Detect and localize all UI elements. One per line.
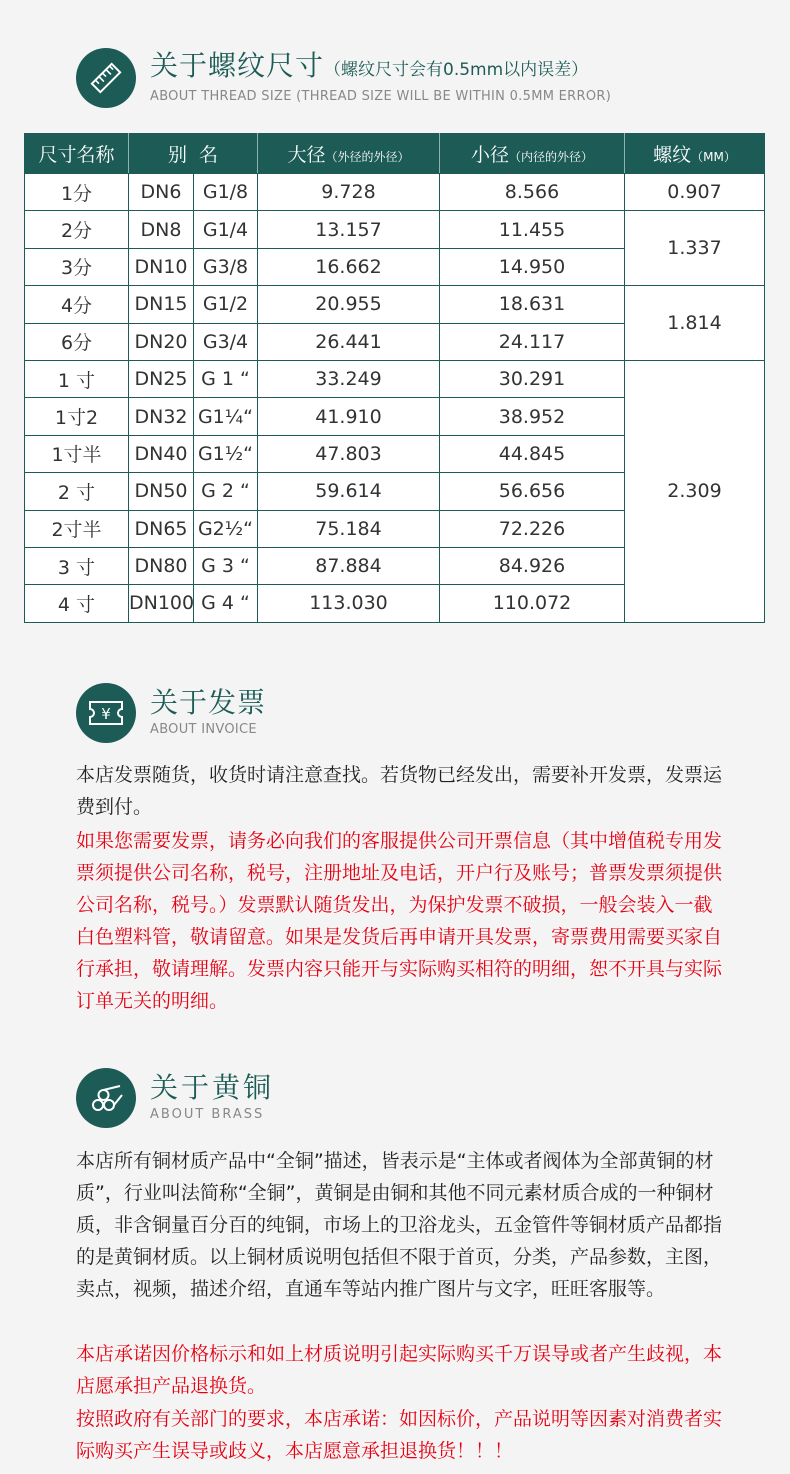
invoice-paragraph: 本店发票随货，收货时请注意查找。若货物已经发出，需要补开发票，发票运费到付。 xyxy=(76,764,723,818)
cell-minor: 8.566 xyxy=(440,174,625,211)
brass-section-subtitle: ABOUT BRASS xyxy=(150,1107,265,1122)
cell-major: 16.662 xyxy=(258,248,440,285)
header-major: 大径（外径的外径） xyxy=(258,134,440,174)
cell-size: 1寸半 xyxy=(25,435,129,472)
cell-size: 3 寸 xyxy=(25,547,129,584)
brass-section-header xyxy=(76,1068,274,1128)
cell-size: 4分 xyxy=(25,286,129,323)
thread-section-header xyxy=(76,48,611,108)
table-header-row xyxy=(25,134,765,174)
brass-paragraph: 本店所有铜材质产品中“全铜”描述，皆表示是“主体或者阀体为全部黄铜的材质”，行业叫法简称“全铜”，黄铜是由铜和其他不同元素材质合成的一种铜材质，非含铜量百分百的纯铜，市场上的卫浴龙头，五金管件等铜材质产品都指的是黄铜材质。以上铜材质说明包括但不限于首页，分类，产品参数，主图，卖点，视频，描述介绍，直通车等站内推广图片与文字，旺旺客服等。 xyxy=(76,1150,723,1300)
cell-dn: DN32 xyxy=(129,398,194,435)
cell-dn: DN65 xyxy=(129,510,194,547)
cell-major: 26.441 xyxy=(258,323,440,360)
svg-text:¥: ¥ xyxy=(101,705,111,723)
cell-major: 47.803 xyxy=(258,435,440,472)
cell-dn: DN80 xyxy=(129,547,194,584)
cell-g: G1½“ xyxy=(194,435,258,472)
cell-minor: 84.926 xyxy=(440,547,625,584)
cell-g: G3/4 xyxy=(194,323,258,360)
cell-dn: DN10 xyxy=(129,248,194,285)
invoice-section-subtitle: ABOUT INVOICE xyxy=(150,722,257,737)
cell-dn: DN50 xyxy=(129,473,194,510)
header-alias: 别 名 xyxy=(129,134,258,174)
cell-size: 1寸2 xyxy=(25,398,129,435)
cell-g: G 1 “ xyxy=(194,360,258,397)
cell-major: 113.030 xyxy=(258,585,440,622)
cell-dn: DN6 xyxy=(129,174,194,211)
cell-dn: DN100 xyxy=(129,585,194,622)
invoice-section-title: 关于发票 xyxy=(150,686,267,719)
cell-g: G3/8 xyxy=(194,248,258,285)
brass-warning-paragraph-1: 本店承诺因价格标示和如上材质说明引起实际购买千万误导或者产生歧视，本店愿承担产品退换货。 xyxy=(76,1343,723,1397)
cell-minor: 11.455 xyxy=(440,211,625,248)
cell-major: 20.955 xyxy=(258,286,440,323)
invoice-section-header xyxy=(76,683,266,743)
cell-minor: 110.072 xyxy=(440,585,625,622)
header-minor: 小径（内径的外径） xyxy=(440,134,625,174)
cell-size: 1 寸 xyxy=(25,360,129,397)
thread-section-note: （螺纹尺寸会有0.5mm以内误差） xyxy=(324,60,589,80)
cell-size: 1分 xyxy=(25,174,129,211)
cell-size: 2分 xyxy=(25,211,129,248)
cell-dn: DN25 xyxy=(129,360,194,397)
cell-g: G1/2 xyxy=(194,286,258,323)
cell-g: G 4 “ xyxy=(194,585,258,622)
cell-size: 3分 xyxy=(25,248,129,285)
thread-section-title: 关于螺纹尺寸（螺纹尺寸会有0.5mm以内误差） xyxy=(150,49,589,82)
cell-minor: 56.656 xyxy=(440,473,625,510)
cell-dn: DN15 xyxy=(129,286,194,323)
cell-major: 9.728 xyxy=(258,174,440,211)
cell-minor: 14.950 xyxy=(440,248,625,285)
cell-pitch: 1.814 xyxy=(625,286,765,361)
cell-minor: 24.117 xyxy=(440,323,625,360)
cell-major: 13.157 xyxy=(258,211,440,248)
cell-g: G 3 “ xyxy=(194,547,258,584)
cell-minor: 30.291 xyxy=(440,360,625,397)
thread-section-subtitle: ABOUT THREAD SIZE (THREAD SIZE WILL BE WITHIN 0.5MM ERROR) xyxy=(150,89,612,104)
cell-g: G1¼“ xyxy=(194,398,258,435)
header-pitch: 螺纹（MM） xyxy=(625,134,765,174)
header-size-name: 尺寸名称 xyxy=(25,134,129,174)
cell-g: G1/8 xyxy=(194,174,258,211)
cell-g: G2½“ xyxy=(194,510,258,547)
cell-minor: 72.226 xyxy=(440,510,625,547)
pipes-icon xyxy=(76,1068,136,1128)
cell-minor: 18.631 xyxy=(440,286,625,323)
cell-pitch: 0.907 xyxy=(625,174,765,211)
cell-size: 2寸半 xyxy=(25,510,129,547)
thread-size-table xyxy=(24,133,765,623)
table-row xyxy=(25,211,765,248)
cell-g: G1/4 xyxy=(194,211,258,248)
cell-major: 33.249 xyxy=(258,360,440,397)
table-row xyxy=(25,360,765,397)
cell-dn: DN8 xyxy=(129,211,194,248)
cell-g: G 2 “ xyxy=(194,473,258,510)
cell-major: 41.910 xyxy=(258,398,440,435)
table-row xyxy=(25,286,765,323)
cell-size: 2 寸 xyxy=(25,473,129,510)
cell-major: 75.184 xyxy=(258,510,440,547)
cell-size: 4 寸 xyxy=(25,585,129,622)
cell-major: 87.884 xyxy=(258,547,440,584)
cell-pitch: 1.337 xyxy=(625,211,765,286)
cell-minor: 38.952 xyxy=(440,398,625,435)
cell-size: 6分 xyxy=(25,323,129,360)
invoice-warning-paragraph: 如果您需要发票，请务必向我们的客服提供公司开票信息（其中增值税专用发票须提供公司名称，税号，注册地址及电话，开户行及账号；普票发票须提供公司名称，税号。）发票默认随货发出，为保护发票不破损，一般会装入一截白色塑料管，敬请留意。如果是发货后再申请开具发票，寄票费用需要买家自行承担，敬请理解。发票内容只能开与实际购买相符的明细，恕不开具与实际订单无关的明细。 xyxy=(76,830,723,1012)
table-row xyxy=(25,174,765,211)
cell-pitch: 2.309 xyxy=(625,360,765,622)
cell-dn: DN20 xyxy=(129,323,194,360)
cell-dn: DN40 xyxy=(129,435,194,472)
invoice-icon xyxy=(76,683,136,743)
cell-minor: 44.845 xyxy=(440,435,625,472)
brass-warning-paragraph-2: 按照政府有关部门的要求，本店承诺：如因标价，产品说明等因素对消费者实际购买产生误导或歧义，本店愿意承担退换货！！！ xyxy=(76,1408,723,1462)
ruler-icon xyxy=(76,48,136,108)
cell-major: 59.614 xyxy=(258,473,440,510)
brass-section-title: 关于黄铜 xyxy=(150,1071,275,1104)
